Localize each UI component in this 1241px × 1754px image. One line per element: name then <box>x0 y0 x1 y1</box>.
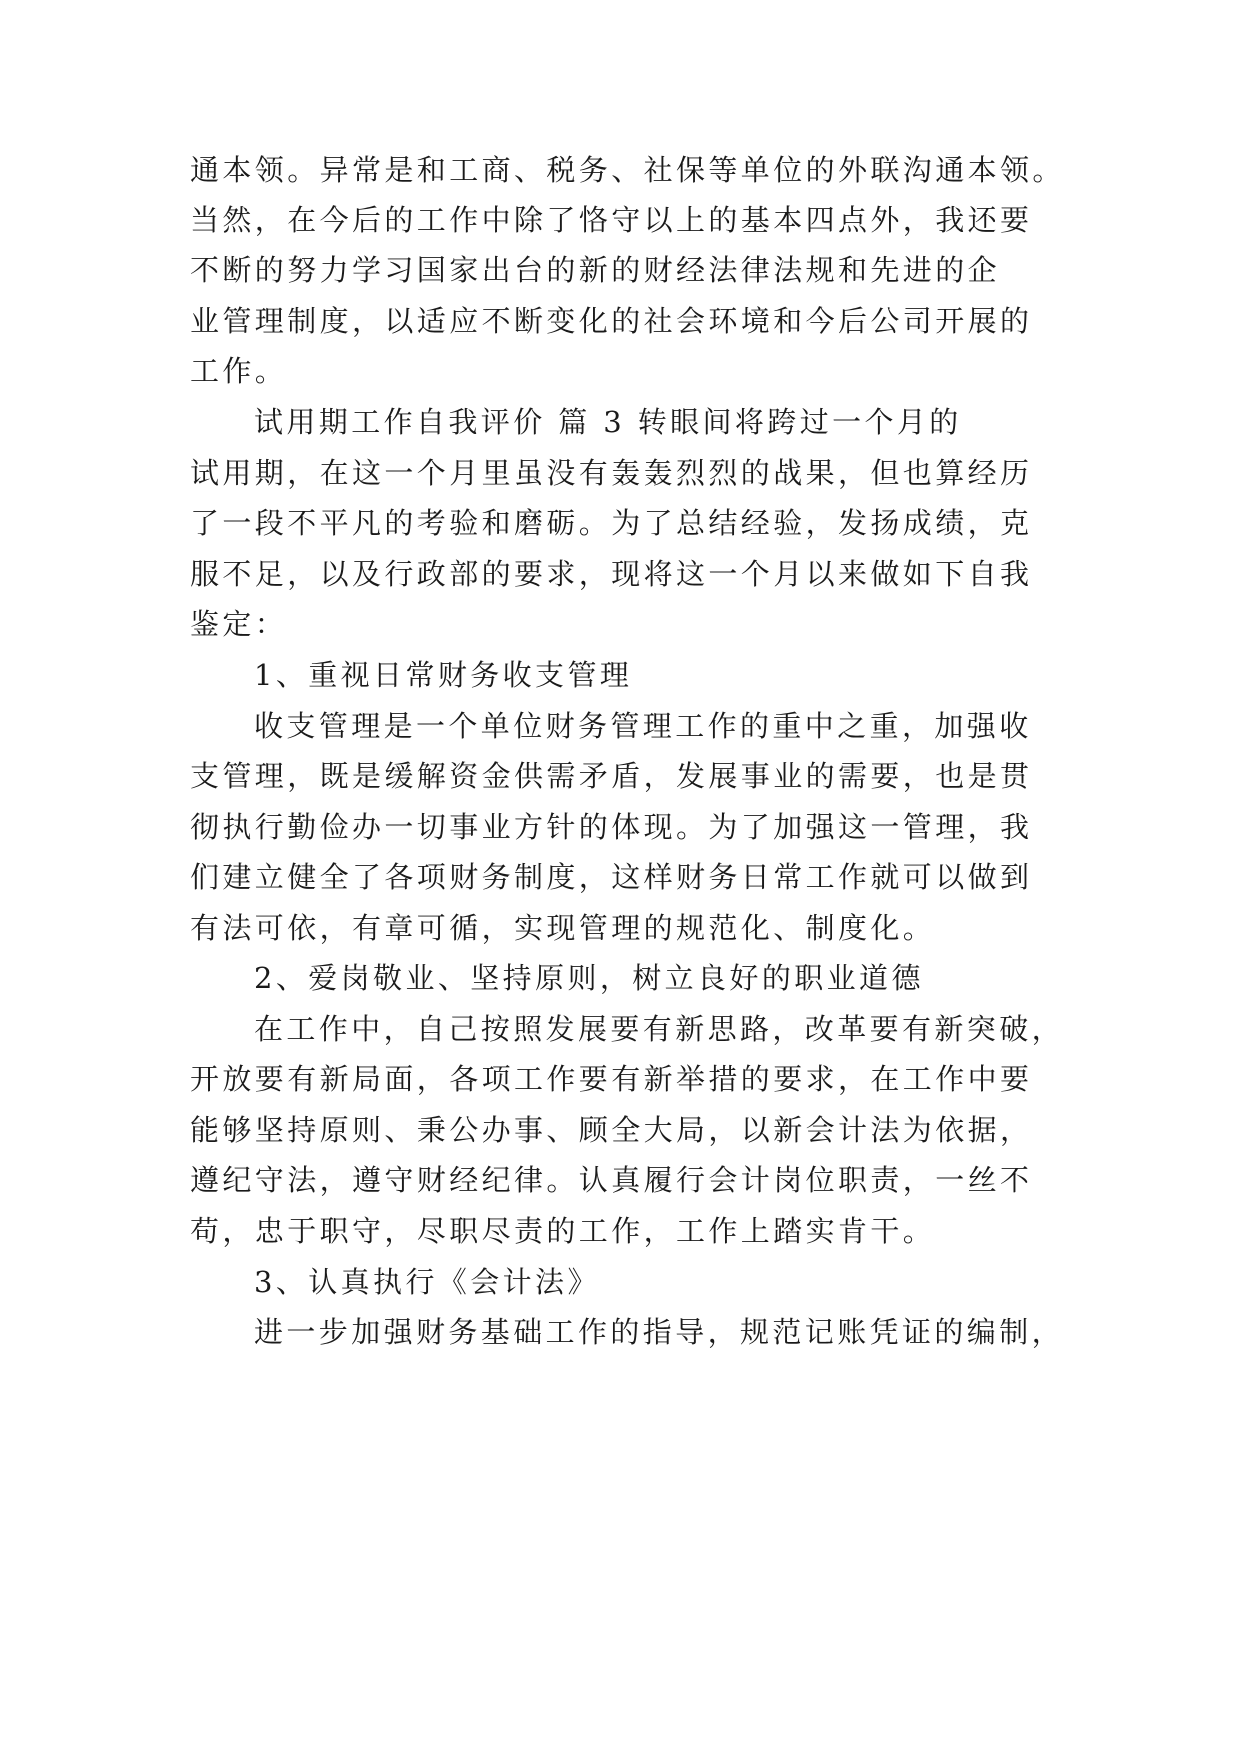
text-line: 通本领。异常是和工商、税务、社保等单位的外联沟通本领。 <box>190 153 1065 187</box>
text-line: 试用期，在这一个月里虽没有轰轰烈烈的战果，但也算经历 <box>190 456 1033 490</box>
section-heading-line: 试用期工作自我评价 篇 3 转眼间将跨过一个月的 <box>254 405 962 439</box>
text-line: 彻执行勤俭办一切事业方针的体现。为了加强这一管理，我 <box>190 810 1033 844</box>
text-line: 了一段不平凡的考验和磨砺。为了总结经验，发扬成绩，克 <box>190 506 1033 540</box>
text-line: 进一步加强财务基础工作的指导，规范记账凭证的编制， <box>254 1315 1065 1349</box>
text-line: 业管理制度，以适应不断变化的社会环境和今后公司开展的 <box>190 304 1033 338</box>
text-line: 能够坚持原则、秉公办事、顾全大局，以新会计法为依据， <box>190 1113 1033 1147</box>
text-line: 开放要有新局面，各项工作要有新举措的要求，在工作中要 <box>190 1062 1033 1096</box>
text-line: 苟，忠于职守，尽职尽责的工作，工作上踏实肯干。 <box>190 1214 936 1248</box>
text-line: 有法可依，有章可循，实现管理的规范化、制度化。 <box>190 911 936 945</box>
text-line: 当然，在今后的工作中除了恪守以上的基本四点外，我还要 <box>190 203 1033 237</box>
text-line: 支管理，既是缓解资金供需矛盾，发展事业的需要，也是贯 <box>190 759 1033 793</box>
text-line: 收支管理是一个单位财务管理工作的重中之重，加强收 <box>254 709 1032 743</box>
text-line: 不断的努力学习国家出台的新的财经法律法规和先进的企 <box>190 253 1001 287</box>
text-line: 工作。 <box>190 354 288 388</box>
item-heading-3: 3、认真执行《会计法》 <box>254 1265 600 1299</box>
item-heading-2: 2、爱岗敬业、坚持原则，树立良好的职业道德 <box>254 961 924 995</box>
text-line: 服不足，以及行政部的要求，现将这一个月以来做如下自我 <box>190 557 1033 591</box>
item-heading-1: 1、重视日常财务收支管理 <box>254 658 633 692</box>
text-line: 鉴定： <box>190 607 288 641</box>
text-line: 在工作中，自己按照发展要有新思路，改革要有新突破， <box>254 1012 1065 1046</box>
text-line: 们建立健全了各项财务制度，这样财务日常工作就可以做到 <box>190 860 1033 894</box>
text-line: 遵纪守法，遵守财经纪律。认真履行会计岗位职责，一丝不 <box>190 1163 1033 1197</box>
